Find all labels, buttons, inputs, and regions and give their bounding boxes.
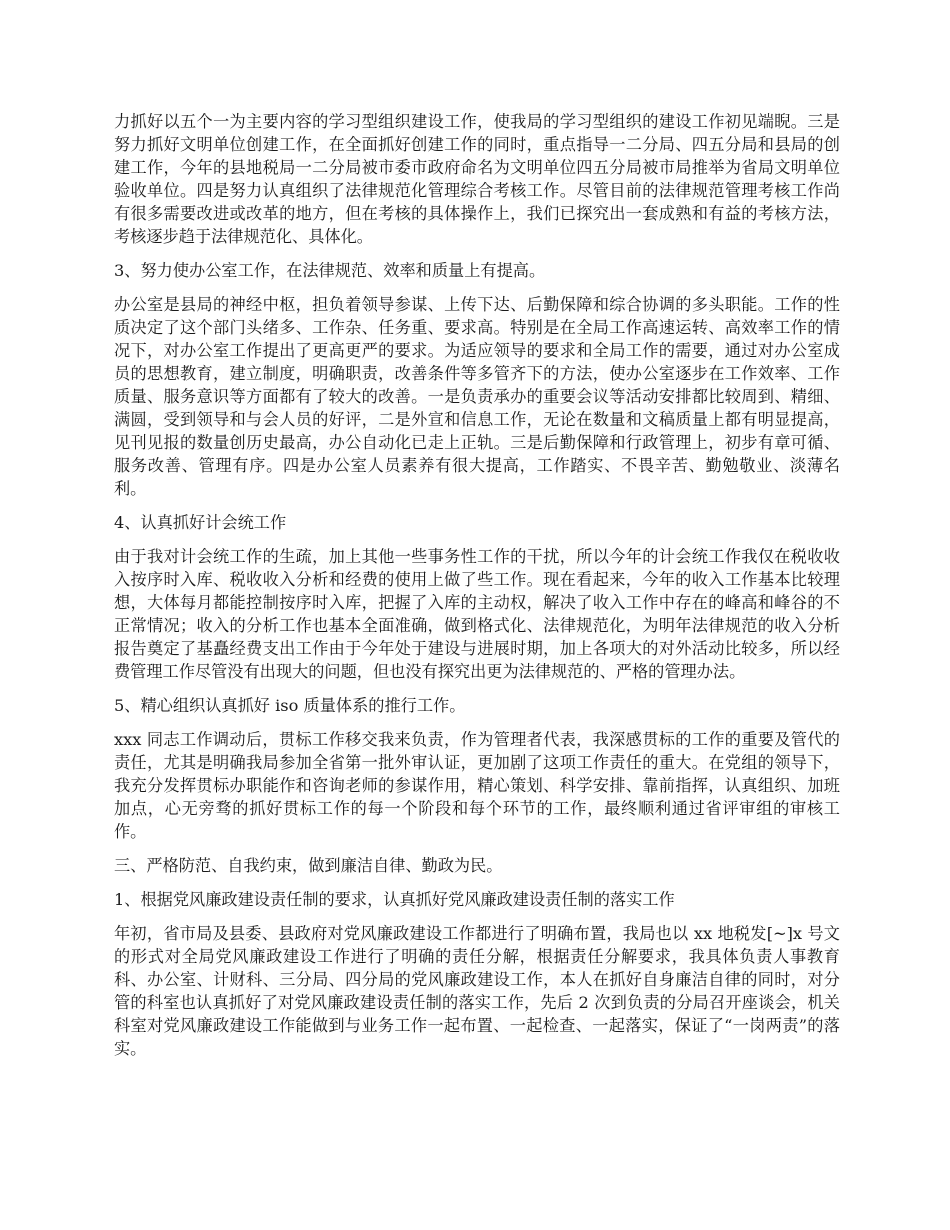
heading-integrity-responsibility: 1、根据党风廉政建设责任制的要求，认真抓好党风廉政建设责任制的落实工作 — [114, 890, 675, 909]
heading-accounting-stats: 4、认真抓好计会统工作 — [114, 513, 287, 532]
paragraph-office-work: 办公室是县局的神经中枢，担负着领导参谋、上传下达、后勤保障和综合协调的多头职能。工作的性质决定了这个部门头绪多、工作杂、任务重、要求高。特别是在全局工作高速运转、高效率工作的情况下，对办公室工作提出了更高更严的要求。为适应领导的要求和全局工作的需要，通过对办公室成员的思想教育，建立制度，明确职责，改善条件等多管齐下的方法，使办公室逐步在工作效率、工作质量、服务意识等方面都有了较大的改善。一是负责承办的重要会议等活动安排都比较周到、精细、满圆，受到领导和与会人员的好评，二是外宣和信息工作，无论在数量和文稿质量上都有明显提高，见刊见报的数量创历史最高，办公自动化已走上正轨。三是后勤保障和行政管理上，初步有章可循、服务改善、管理有序。四是办公室人员素养有很大提高，工作踏实、不畏辛苦、勤勉敬业、淡薄名利。 — [114, 295, 840, 498]
paragraph-learning-org: 力抓好以五个一为主要内容的学习型组织建设工作，使我局的学习型组织的建设工作初见端睨。三是努力抓好文明单位创建工作，在全面抓好创建工作的同时，重点指导一二分局、四五分局和县局的创建工作，今年的县地税局一二分局被市委市政府命名为文明单位四五分局被市局推举为省局文明单位验收单位。四是努力认真组织了法律规范化管理综合考核工作。尽管目前的法律规范管理考核工作尚有很多需要改进或改革的地方，但在考核的具体操作上，我们已探究出一套成熟和有益的考核方法，考核逐步趋于法律规范化、具体化。 — [114, 112, 840, 246]
heading-office-work: 3、努力使办公室工作，在法律规范、效率和质量上有提高。 — [114, 261, 546, 280]
paragraph-integrity-responsibility: 年初，省市局及县委、县政府对党风廉政建设工作都进行了明确布置，我局也以 xx 地税发[~]x 号文的形式对全局党风廉政建设工作进行了明确的责任分解，根据责任分解要求，我具体负责人事教育科、办公室、计财科、三分局、四分局的党风廉政建设工作，本人在抓好自身廉洁自律的同时，对分管的科室也认真抓好了对党风廉政建设责任制的落实工作，先后 2 次到负责的分局召开座谈会，机关科室对党风廉政建设工作能做到与业务工作一起布置、一起检查、一起落实，保证了“一岗两责”的落实。 — [114, 924, 840, 1058]
paragraph-accounting-stats: 由于我对计会统工作的生疏，加上其他一些事务性工作的干扰，所以今年的计会统工作我仅在税收收入按序时入库、税收收入分析和经费的使用上做了些工作。现在看起来，今年的收入工作基本比较理想，大体每月都能控制按序时入库，把握了入库的主动权，解决了收入工作中存在的峰高和峰谷的不正常情况；收入的分析工作也基本全面准确，做到格式化、法律规范化，为明年法律规范的收入分析报告奠定了基矗经费支出工作由于今年处于建设与进展时期，加上各项大的对外活动比较多，所以经费管理工作尽管没有出现大的问题，但也没有探究出更为法律规范的、严格的管理办法。 — [114, 547, 840, 681]
paragraph-iso-quality: xxx 同志工作调动后，贯标工作移交我来负责，作为管理者代表，我深感贯标的工作的重要及管代的责任，尤其是明确我局参加全省第一批外审认证，更加剧了这项工作责任的重大。在党组的领导下，我充分发挥贯标办职能作和咨询老师的参谋作用，精心策划、科学安排、靠前指挥，认真组织、加班加点，心无旁骛的抓好贯标工作的每一个阶段和每个环节的工作，最终顺利通过省评审组的审核工作。 — [114, 730, 840, 841]
heading-section-three: 三、严格防范、自我约束，做到廉洁自律、勤政为民。 — [114, 856, 503, 875]
document-page — [114, 110, 840, 1071]
heading-iso-quality: 5、精心组织认真抓好 iso 质量体系的推行工作。 — [114, 696, 466, 715]
